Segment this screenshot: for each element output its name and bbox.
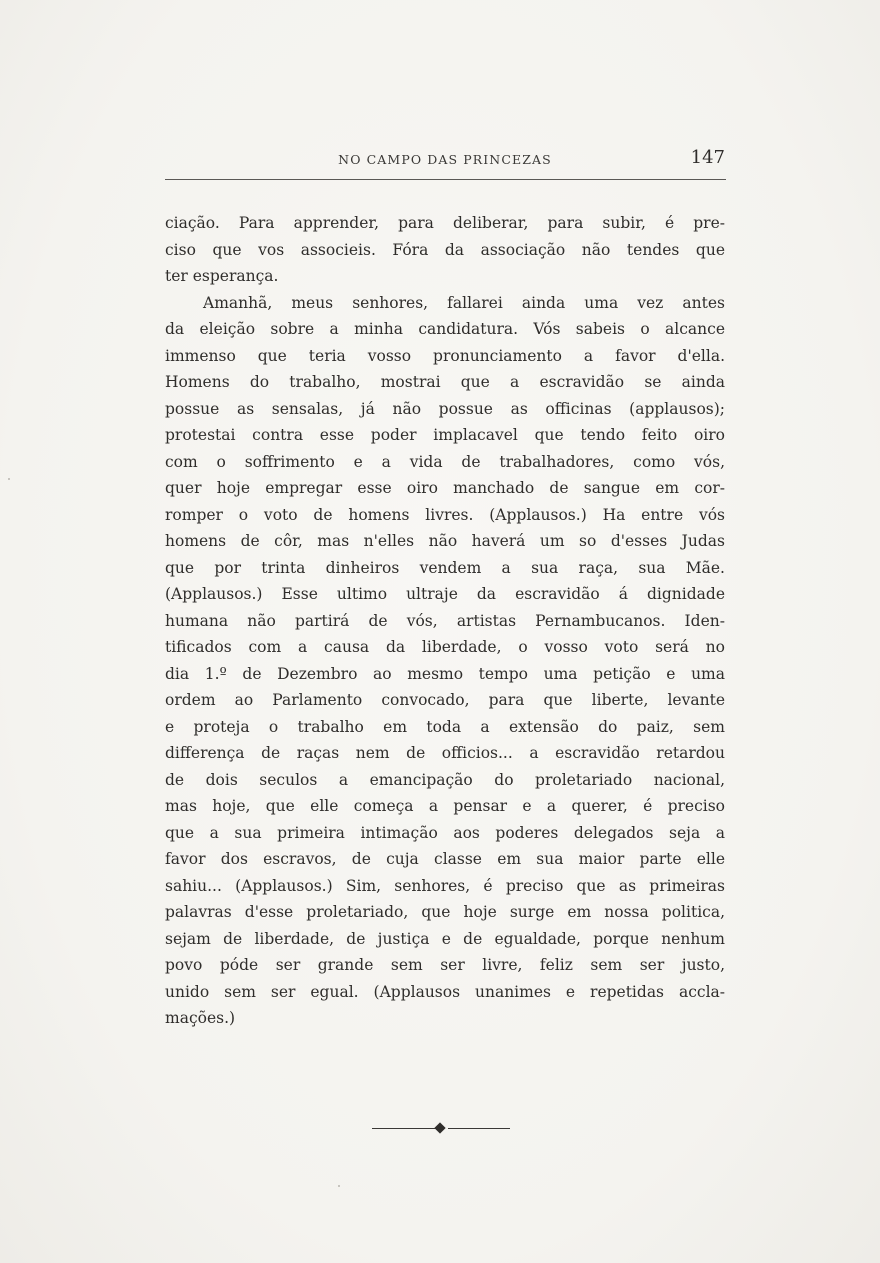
paper-speck [8, 478, 10, 480]
body-text [165, 210, 725, 1032]
text-line: ordem ao Parlamento convocado, para que liberte, levante [165, 691, 725, 709]
text-line: immenso que teria vosso pronunciamento a favor d'ella. [165, 346, 725, 365]
text-line: ciação. Para apprender, para deliberar, para subir, é pre- [165, 214, 725, 232]
text-line: Amanhã, meus senhores, fallarei ainda uma vez antes [203, 293, 725, 312]
text-line: que a sua primeira intimação aos poderes delegados seja a [165, 823, 725, 842]
text-line: ter esperança. [165, 267, 279, 285]
text-line: mações.) [165, 1009, 236, 1027]
text-line: que por trinta dinheiros vendem a sua raça, sua Mãe. [165, 558, 725, 577]
ornament-dash-right [448, 1128, 510, 1129]
text-line: homens de côr, mas n'elles não haverá um so d'esses Judas [165, 532, 725, 550]
header-rule [165, 179, 726, 180]
paper-speck [338, 1185, 340, 1187]
text-line: de dois seculos a emancipação do proletariado nacional, [165, 770, 725, 789]
text-line: e proteja o trabalho em toda a extensão do paiz, sem [165, 717, 725, 736]
text-line: favor dos escravos, de cuja classe em sua maior parte elle [165, 850, 725, 868]
text-line: com o soffrimento e a vida de trabalhadores, como vós, [165, 452, 725, 471]
text-line: sejam de liberdade, de justiça e de egualdade, porque nenhum [165, 929, 725, 948]
text-line: mas hoje, que elle começa a pensar e a querer, é preciso [165, 797, 725, 815]
text-line: unido sem ser egual. (Applausos unanimes e repetidas accla- [165, 982, 725, 1001]
text-line: povo póde ser grande sem ser livre, feliz sem ser justo, [165, 956, 725, 974]
page-header [165, 146, 725, 176]
text-line: palavras d'esse proletariado, que hoje surge em nossa politica, [165, 903, 725, 921]
text-line: tificados com a causa da liberdade, o vosso voto será no [165, 638, 725, 656]
text-line: dia 1.º de Dezembro ao mesmo tempo uma petição e uma [165, 664, 725, 683]
text-line: quer hoje empregar esse oiro manchado de sangue em cor- [165, 479, 725, 497]
diamond-icon [434, 1122, 445, 1133]
text-line: ciso que vos associeis. Fóra da associação não tendes que [165, 240, 725, 259]
text-line: differença de raças nem de officios... a escravidão retardou [165, 744, 725, 762]
ornament-dash-left [372, 1128, 436, 1129]
text-line: humana não partirá de vós, artistas Pernambucanos. Iden- [165, 611, 725, 630]
running-title: NO CAMPO DAS PRINCEZAS [338, 152, 552, 167]
text-line: (Applausos.) Esse ultimo ultraje da escravidão á dignidade [165, 585, 725, 603]
text-line: romper o voto de homens livres. (Applausos.) Ha entre vós [165, 505, 725, 524]
end-ornament [372, 1122, 510, 1134]
text-line: possue as sensalas, já não possue as officinas (applausos); [165, 399, 725, 418]
text-line: sahiu... (Applausos.) Sim, senhores, é preciso que as primeiras [165, 876, 725, 895]
page-number: 147 [690, 147, 725, 168]
text-line: protestai contra esse poder implacavel que tendo feito oiro [165, 426, 725, 444]
text-line: Homens do trabalho, mostrai que a escravidão se ainda [165, 373, 725, 391]
text-line: da eleição sobre a minha candidatura. Vós sabeis o alcance [165, 320, 725, 338]
